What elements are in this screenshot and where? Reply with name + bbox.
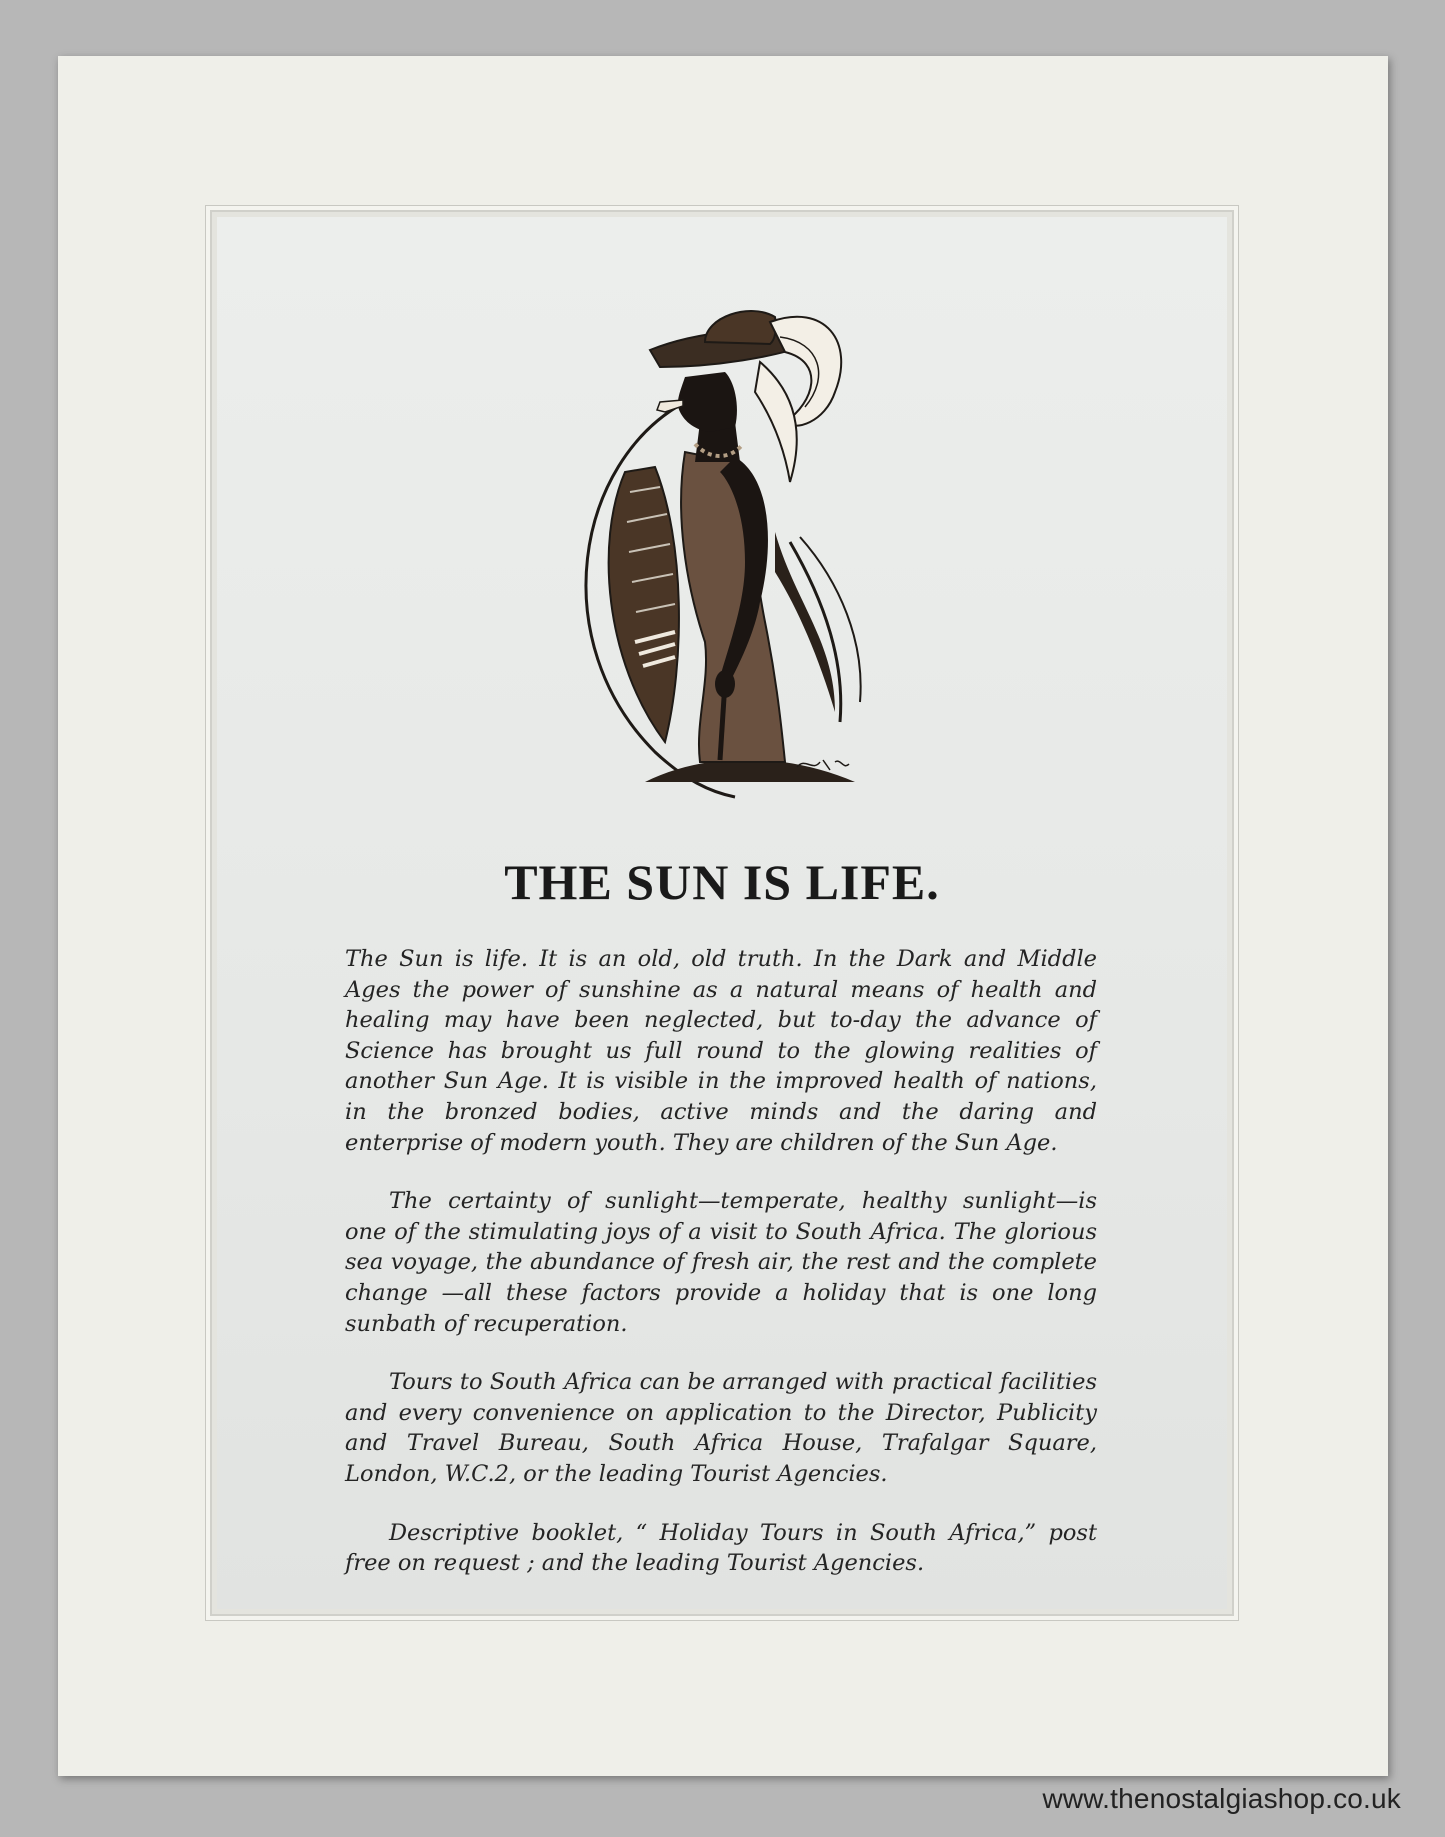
robe: [681, 452, 785, 762]
inner-mount-bevel: [205, 205, 1239, 1621]
feathered-hat-figure-illustration-icon: [535, 282, 915, 802]
body-copy: [345, 944, 1097, 1607]
advert-print: [217, 217, 1227, 1609]
pipe: [657, 400, 683, 412]
paragraph-tours: Tours to South Africa can be arranged with practical facilities and every convenience on application to the Director, Publicity and Travel Bureau, South Africa House, Trafalgar Square, London, W.C.2, or the leading Tourist Agencies.: [345, 1369, 1097, 1487]
headline: THE SUN IS LIFE.: [504, 854, 940, 910]
paragraph-sunlight: The certainty of sunlight—temperate, healthy sunlight—is one of the stimulating joys of a visit to South Africa. The glorious sea voyage, the abundance of fresh air, the rest and the complete change —all these factors provide a holiday that is one long sunbath of recuperation.: [345, 1188, 1097, 1337]
head: [678, 372, 737, 432]
outer-mount: [58, 56, 1388, 1776]
paragraph-sun-age: The Sun is life. It is an old, old truth. In the Dark and Middle Ages the power of sunshine as a natural means of health and healing may have been neglected, but to-day the advance of Science has brought us full round to the glowing realities of another Sun Age. It is visible in the improved health of nations, in the bronzed bodies, active minds and the daring and enterprise of modern youth. They are children of the Sun Age.: [345, 946, 1097, 1156]
hat-crown: [705, 311, 776, 344]
paragraph-booklet: Descriptive booklet, “ Holiday Tours in South Africa,” post free on request ; and the leading Tourist Agencies.: [345, 1519, 1097, 1577]
shop-watermark: www.thenostalgiashop.co.uk: [1042, 1783, 1401, 1814]
